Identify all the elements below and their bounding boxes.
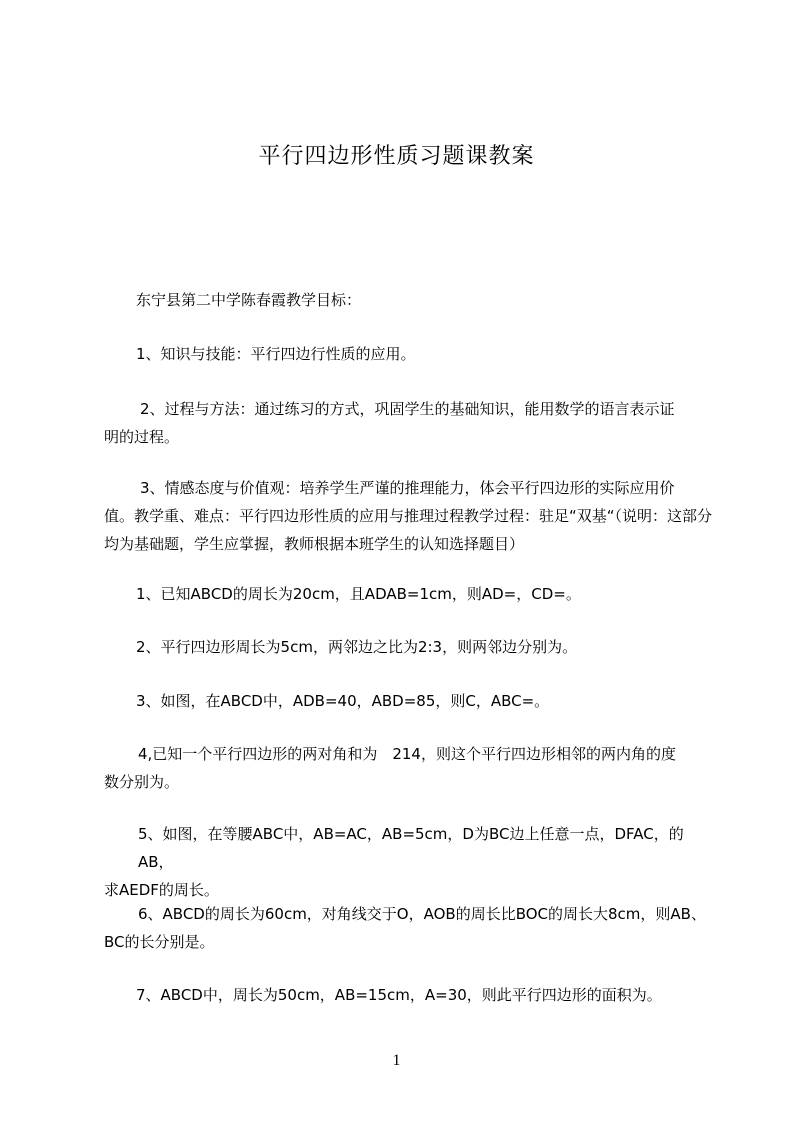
paragraph-line: 3、情感态度与价值观：培养学生严谨的推理能力，体会平行四边形的实际应用价 xyxy=(140,479,675,497)
paragraph-line: 2、平行四边形周长为5cm，两邻边之比为2:3，则两邻边分别为。 xyxy=(136,638,578,656)
paragraph-continuation: 数分别为。 xyxy=(104,773,180,791)
paragraph-line: 4,已知一个平行四边形的两对角和为 214，则这个平行四边形相邻的两内角的度 xyxy=(138,745,676,763)
paragraph-continuation: 明的过程。 xyxy=(104,428,180,446)
paragraph-continuation: 求AEDF的周长。 xyxy=(104,881,219,899)
paragraph-line: 1、已知ABCD的周长为20cm，且ADAB=1cm，则AD=，CD=。 xyxy=(136,585,581,603)
paragraph-objective-1 xyxy=(104,340,714,368)
exercise-7 xyxy=(104,981,714,1009)
paragraph-line: 东宁县第二中学陈春霞教学目标： xyxy=(136,291,362,309)
exercise-4 xyxy=(104,740,714,796)
paragraph-line: 6、ABCD的周长为60cm，对角线交于O，AOB的周长比BOC的周长大8cm，则AB、 xyxy=(138,905,706,923)
paragraph-line: 5、如图，在等腰ABC中，AB=AC，AB=5cm，D为BC边上任意一点，DFAC，的AB， xyxy=(138,825,684,871)
exercise-3 xyxy=(104,687,714,715)
exercise-6 xyxy=(104,900,714,956)
paragraph-line: 3、如图，在ABCD中，ADB=40，ABD=85，则C，ABC=。 xyxy=(136,692,550,710)
page-number: 1 xyxy=(392,1052,401,1069)
paragraph-line: 1、知识与技能：平行四边行性质的应用。 xyxy=(136,345,416,363)
paragraph-continuation: 值。教学重、难点：平行四边形性质的应用与推理过程教学过程：驻足“双基“（说明：这部分均为基础题，学生应掌握，教师根据本班学生的认知选择题目） xyxy=(104,507,713,553)
exercise-1 xyxy=(104,580,714,608)
document-title: 平行四边形性质习题课教案 xyxy=(258,144,535,169)
exercise-5 xyxy=(104,820,714,904)
paragraph-objective-2 xyxy=(104,395,714,451)
paragraph-objective-3 xyxy=(104,474,714,558)
paragraph-line: 7、ABCD中，周长为50cm，AB=15cm，A=30，则此平行四边形的面积为。 xyxy=(136,986,662,1004)
paragraph-author-objectives xyxy=(104,286,714,314)
paragraph-line: 2、过程与方法：通过练习的方式，巩固学生的基础知识，能用数学的语言表示证 xyxy=(140,400,675,418)
paragraph-continuation: BC的长分别是。 xyxy=(104,933,215,951)
exercise-2 xyxy=(104,633,714,661)
